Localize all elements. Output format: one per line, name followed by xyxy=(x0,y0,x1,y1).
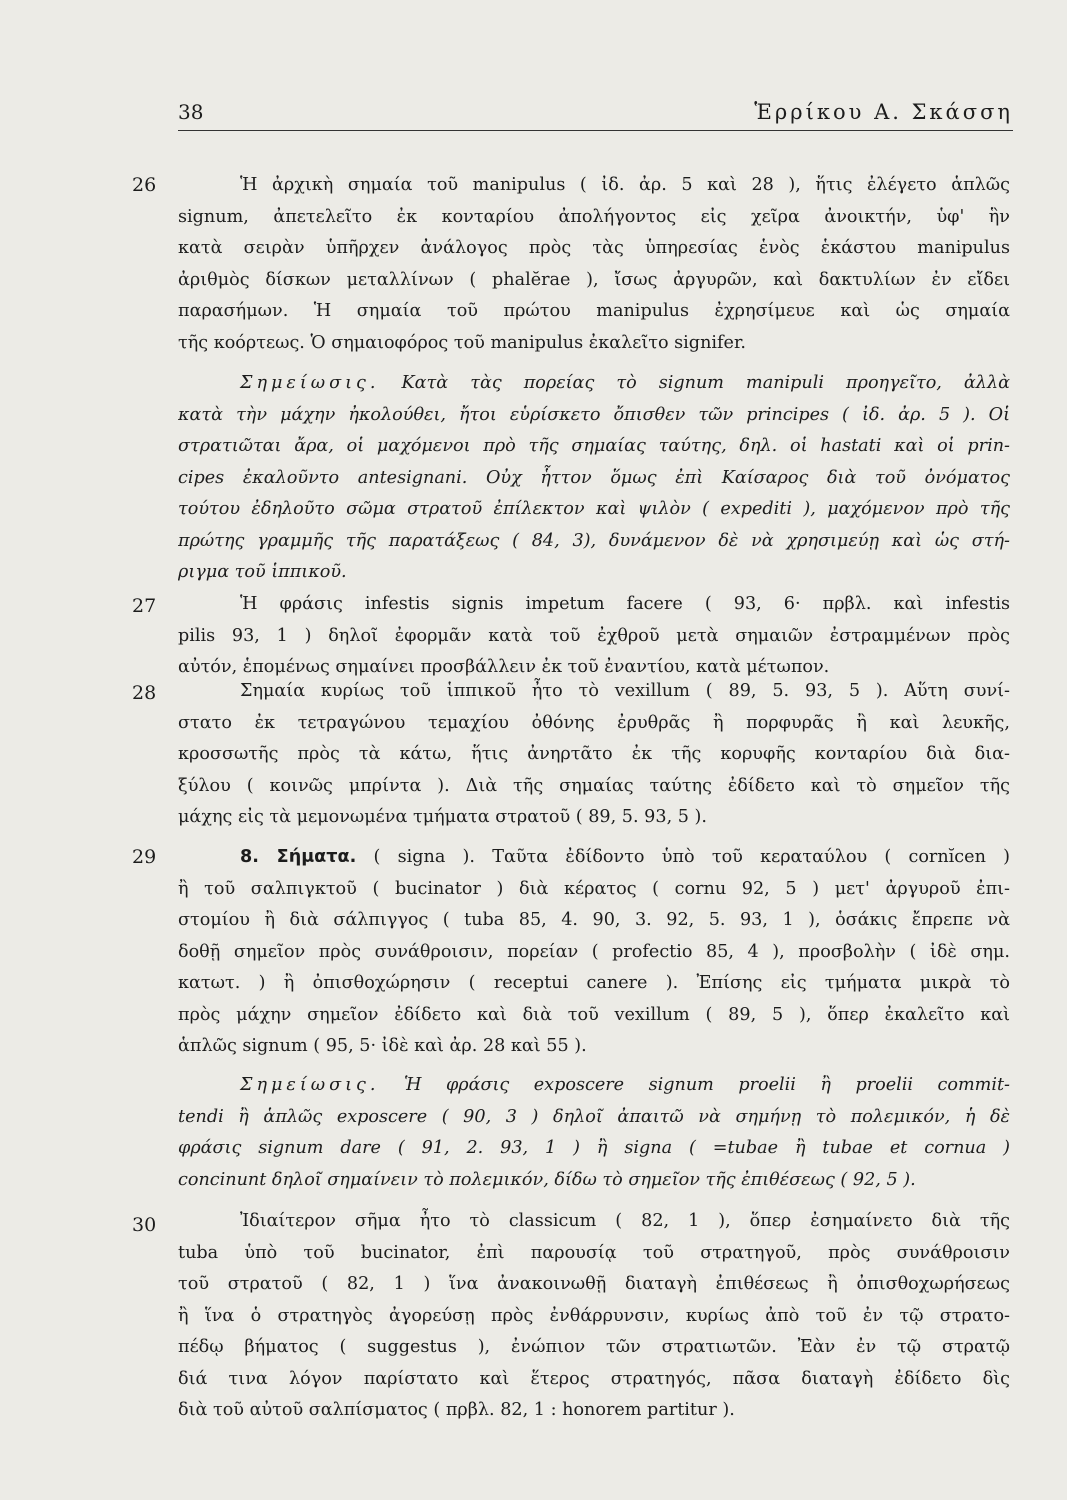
section-number: 28 xyxy=(132,682,157,704)
text-span: ( signa ). Ταῦτα ἐδίδοντο ὑπὸ τοῦ κεραταύλου ( cornĭcen ) xyxy=(356,847,1010,867)
note-line: τούτου ἐδηλοῦτο σῶμα στρατοῦ ἐπίλεκτον καὶ ψιλὸν ( expediti ), μαχόμενον πρὸ τῆς xyxy=(178,499,1010,519)
text-line: ξύλου ( κοινῶς μπρίντα ). Διὰ τῆς σημαίας ταύτης ἐδίδετο καὶ τὸ σημεῖον τῆς xyxy=(178,775,1010,796)
note-block xyxy=(178,1070,1010,1196)
text-line: κροσσωτῆς πρὸς τὰ κάτω, ἥτις ἀνηρτᾶτο ἐκ τῆς κορυφῆς κονταρίου διὰ δια- xyxy=(178,744,1010,764)
section-text xyxy=(178,1206,1010,1427)
text-line: τῆς κοόρτεως. Ὁ σημαιοφόρος τοῦ manipulus ἐκαλεῖτο signifer. xyxy=(178,332,747,353)
text-line: Ἰδιαίτερον σῆμα ἦτο τὸ classicum ( 82, 1 ), ὅπερ ἐσημαίνετο διὰ τῆς xyxy=(240,1211,1010,1231)
text-line: signum, ἀπετελεῖτο ἐκ κονταρίου ἀπολήγοντος εἰς χεῖρα ἀνοικτήν, ὑφ' ἣν xyxy=(178,206,1010,227)
note-line: concinunt δηλοῖ σημαίνειν τὸ πολεμικόν, δίδω τὸ σημεῖον τῆς ἐπιθέσεως ( 92, 5 ). xyxy=(178,1169,916,1190)
text-line: πέδῳ βήματος ( suggestus ), ἐνώπιον τῶν στρατιωτῶν. Ἐὰν ἐν τῷ στρατῷ xyxy=(178,1337,1010,1357)
text-line: μάχης εἰς τὰ μεμονωμένα τμήματα στρατοῦ ( 89, 5. 93, 5 ). xyxy=(178,807,707,827)
note-block xyxy=(178,368,1010,589)
text-line: διά τινα λόγον παρίστατο καὶ ἕτερος στρατηγός, πᾶσα διαταγὴ ἐδίδετο δὶς xyxy=(178,1368,1010,1389)
note-label: Σημείωσις. xyxy=(240,373,380,393)
text-line: pilis 93, 1 ) δηλοῖ ἐφορμᾶν κατὰ τοῦ ἐχθροῦ μετὰ σημαιῶν ἐστραμμένων πρὸς xyxy=(178,625,1010,646)
section-text xyxy=(178,170,1010,359)
section-number: 29 xyxy=(132,846,157,868)
section-text xyxy=(178,842,1010,1063)
page-number: 38 xyxy=(178,100,204,124)
section-number: 26 xyxy=(132,174,157,196)
text-line: τοῦ στρατοῦ ( 82, 1 ) ἵνα ἀνακοινωθῇ διαταγὴ ἐπιθέσεως ἢ ὀπισθοχωρήσεως xyxy=(178,1274,1010,1294)
note-line: πρώτης γραμμῆς τῆς παρατάξεως ( 84, 3), δυνάμενον δὲ νὰ χρησιμεύῃ καὶ ὡς στή- xyxy=(178,530,1010,551)
text-line: ἀριθμὸς δίσκων μεταλλίνων ( phalĕrae ), ἴσως ἀργυρῶν, καὶ δακτυλίων ἐν εἴδει xyxy=(178,269,1010,290)
section-number: 30 xyxy=(132,1214,157,1236)
text-line: Ἡ φράσις infestis signis impetum facere ( 93, 6· πρβλ. καὶ infestis xyxy=(240,594,1010,614)
text-line: tuba ὑπὸ τοῦ bucinator, ἐπὶ παρουσίᾳ τοῦ στρατηγοῦ, πρὸς συνάθροισιν xyxy=(178,1242,1010,1263)
text-line xyxy=(178,842,1010,874)
text-line: ἢ ἵνα ὁ στρατηγὸς ἀγορεύσῃ πρὸς ἐνθάρρυνσιν, κυρίως ἀπὸ τοῦ ἐν τῷ στρατο- xyxy=(178,1305,1010,1326)
text-line: κατωτ. ) ἢ ὀπισθοχώρησιν ( receptui canere ). Ἐπίσης εἰς τμήματα μικρὰ τὸ xyxy=(178,973,1010,993)
section-heading: 8. Σήματα. xyxy=(240,847,357,867)
running-title: Ἑρρίκου Α. Σκάσση xyxy=(754,100,1013,124)
text-line: στομίου ἢ διὰ σάλπιγγος ( tuba 85, 4. 90, 3. 92, 5. 93, 1 ), ὁσάκις ἔπρεπε νὰ xyxy=(178,910,1010,930)
note-line: cipes ἐκαλοῦντο antesignani. Οὐχ ἧττον ὅμως ἐπὶ Καίσαρος διὰ τοῦ ὀνόματος xyxy=(178,467,1010,488)
text-line: στατο ἐκ τετραγώνου τεμαχίου ὀθόνης ἐρυθρᾶς ἢ πορφυρᾶς ἢ καὶ λευκῆς, xyxy=(178,712,1010,733)
text-line: παρασήμων. Ἡ σημαία τοῦ πρώτου manipulus ἐχρησίμευε καὶ ὡς σημαία xyxy=(178,301,1010,321)
note-line: στρατιῶται ἄρα, οἱ μαχόμενοι πρὸ τῆς σημαίας ταύτης, δηλ. οἱ hastati καὶ οἱ prin- xyxy=(178,436,1010,456)
section-text xyxy=(178,589,1010,684)
text-line: αὐτόν, ἑπομένως σημαίνει προσβάλλειν ἐκ τοῦ ἐναντίου, κατὰ μέτωπον. xyxy=(178,657,830,677)
text-line: πρὸς μάχην σημεῖον ἐδίδετο καὶ διὰ τοῦ vexillum ( 89, 5 ), ὅπερ ἐκαλεῖτο καὶ xyxy=(178,1004,1010,1025)
note-text: Ἡ φράσις exposcere signum proelii ἢ proelii commit- xyxy=(379,1075,1010,1095)
text-line: δοθῇ σημεῖον πρὸς συνάθροισιν, πορείαν ( profectio 85, 4 ), προσβολὴν ( ἰδὲ σημ. xyxy=(178,941,1010,962)
page-header xyxy=(178,98,1013,131)
text-line: Ἡ ἀρχικὴ σημαία τοῦ manipulus ( ἰδ. ἀρ. 5 καὶ 28 ), ἥτις ἐλέγετο ἁπλῶς xyxy=(240,175,1010,195)
text-line: διὰ τοῦ αὐτοῦ σαλπίσματος ( πρβλ. 82, 1 : honorem partitur ). xyxy=(178,1400,735,1420)
text-line: ἁπλῶς signum ( 95, 5· ἰδὲ καὶ ἀρ. 28 καὶ 55 ). xyxy=(178,1036,587,1056)
note-line: tendi ἢ ἁπλῶς exposcere ( 90, 3 ) δηλοῖ ἀπαιτῶ νὰ σημήνῃ τὸ πολεμικόν, ἡ δὲ xyxy=(178,1106,1010,1127)
text-line: Σημαία κυρίως τοῦ ἱππικοῦ ἦτο τὸ vexillum ( 89, 5. 93, 5 ). Αὕτη συνί- xyxy=(240,681,1010,701)
note-line xyxy=(178,368,1010,400)
note-text: Κατὰ τὰς πορείας τὸ signum manipuli προηγεῖτο, ἀλλὰ xyxy=(379,373,1010,393)
note-label: Σημείωσις. xyxy=(240,1075,380,1095)
text-line: κατὰ σειρὰν ὑπῆρχεν ἀνάλογος πρὸς τὰς ὑπηρεσίας ἑνὸς ἑκάστου manipulus xyxy=(178,238,1010,258)
section-number: 27 xyxy=(132,595,157,617)
note-line: ριγμα τοῦ ἱππικοῦ. xyxy=(178,562,347,582)
note-line xyxy=(178,1070,1010,1102)
note-line: φράσις signum dare ( 91, 2. 93, 1 ) ἢ signa ( =tubae ἢ tubae et cornua ) xyxy=(178,1138,1010,1158)
text-line: ἢ τοῦ σαλπιγκτοῦ ( bucinator ) διὰ κέρατος ( cornu 92, 5 ) μετ' ἀργυροῦ ἐπι- xyxy=(178,878,1010,899)
section-text xyxy=(178,676,1010,834)
note-line: κατὰ τὴν μάχην ἠκολούθει, ἤτοι εὑρίσκετο ὄπισθεν τῶν principes ( ἰδ. ἀρ. 5 ). Οἱ xyxy=(178,404,1010,425)
